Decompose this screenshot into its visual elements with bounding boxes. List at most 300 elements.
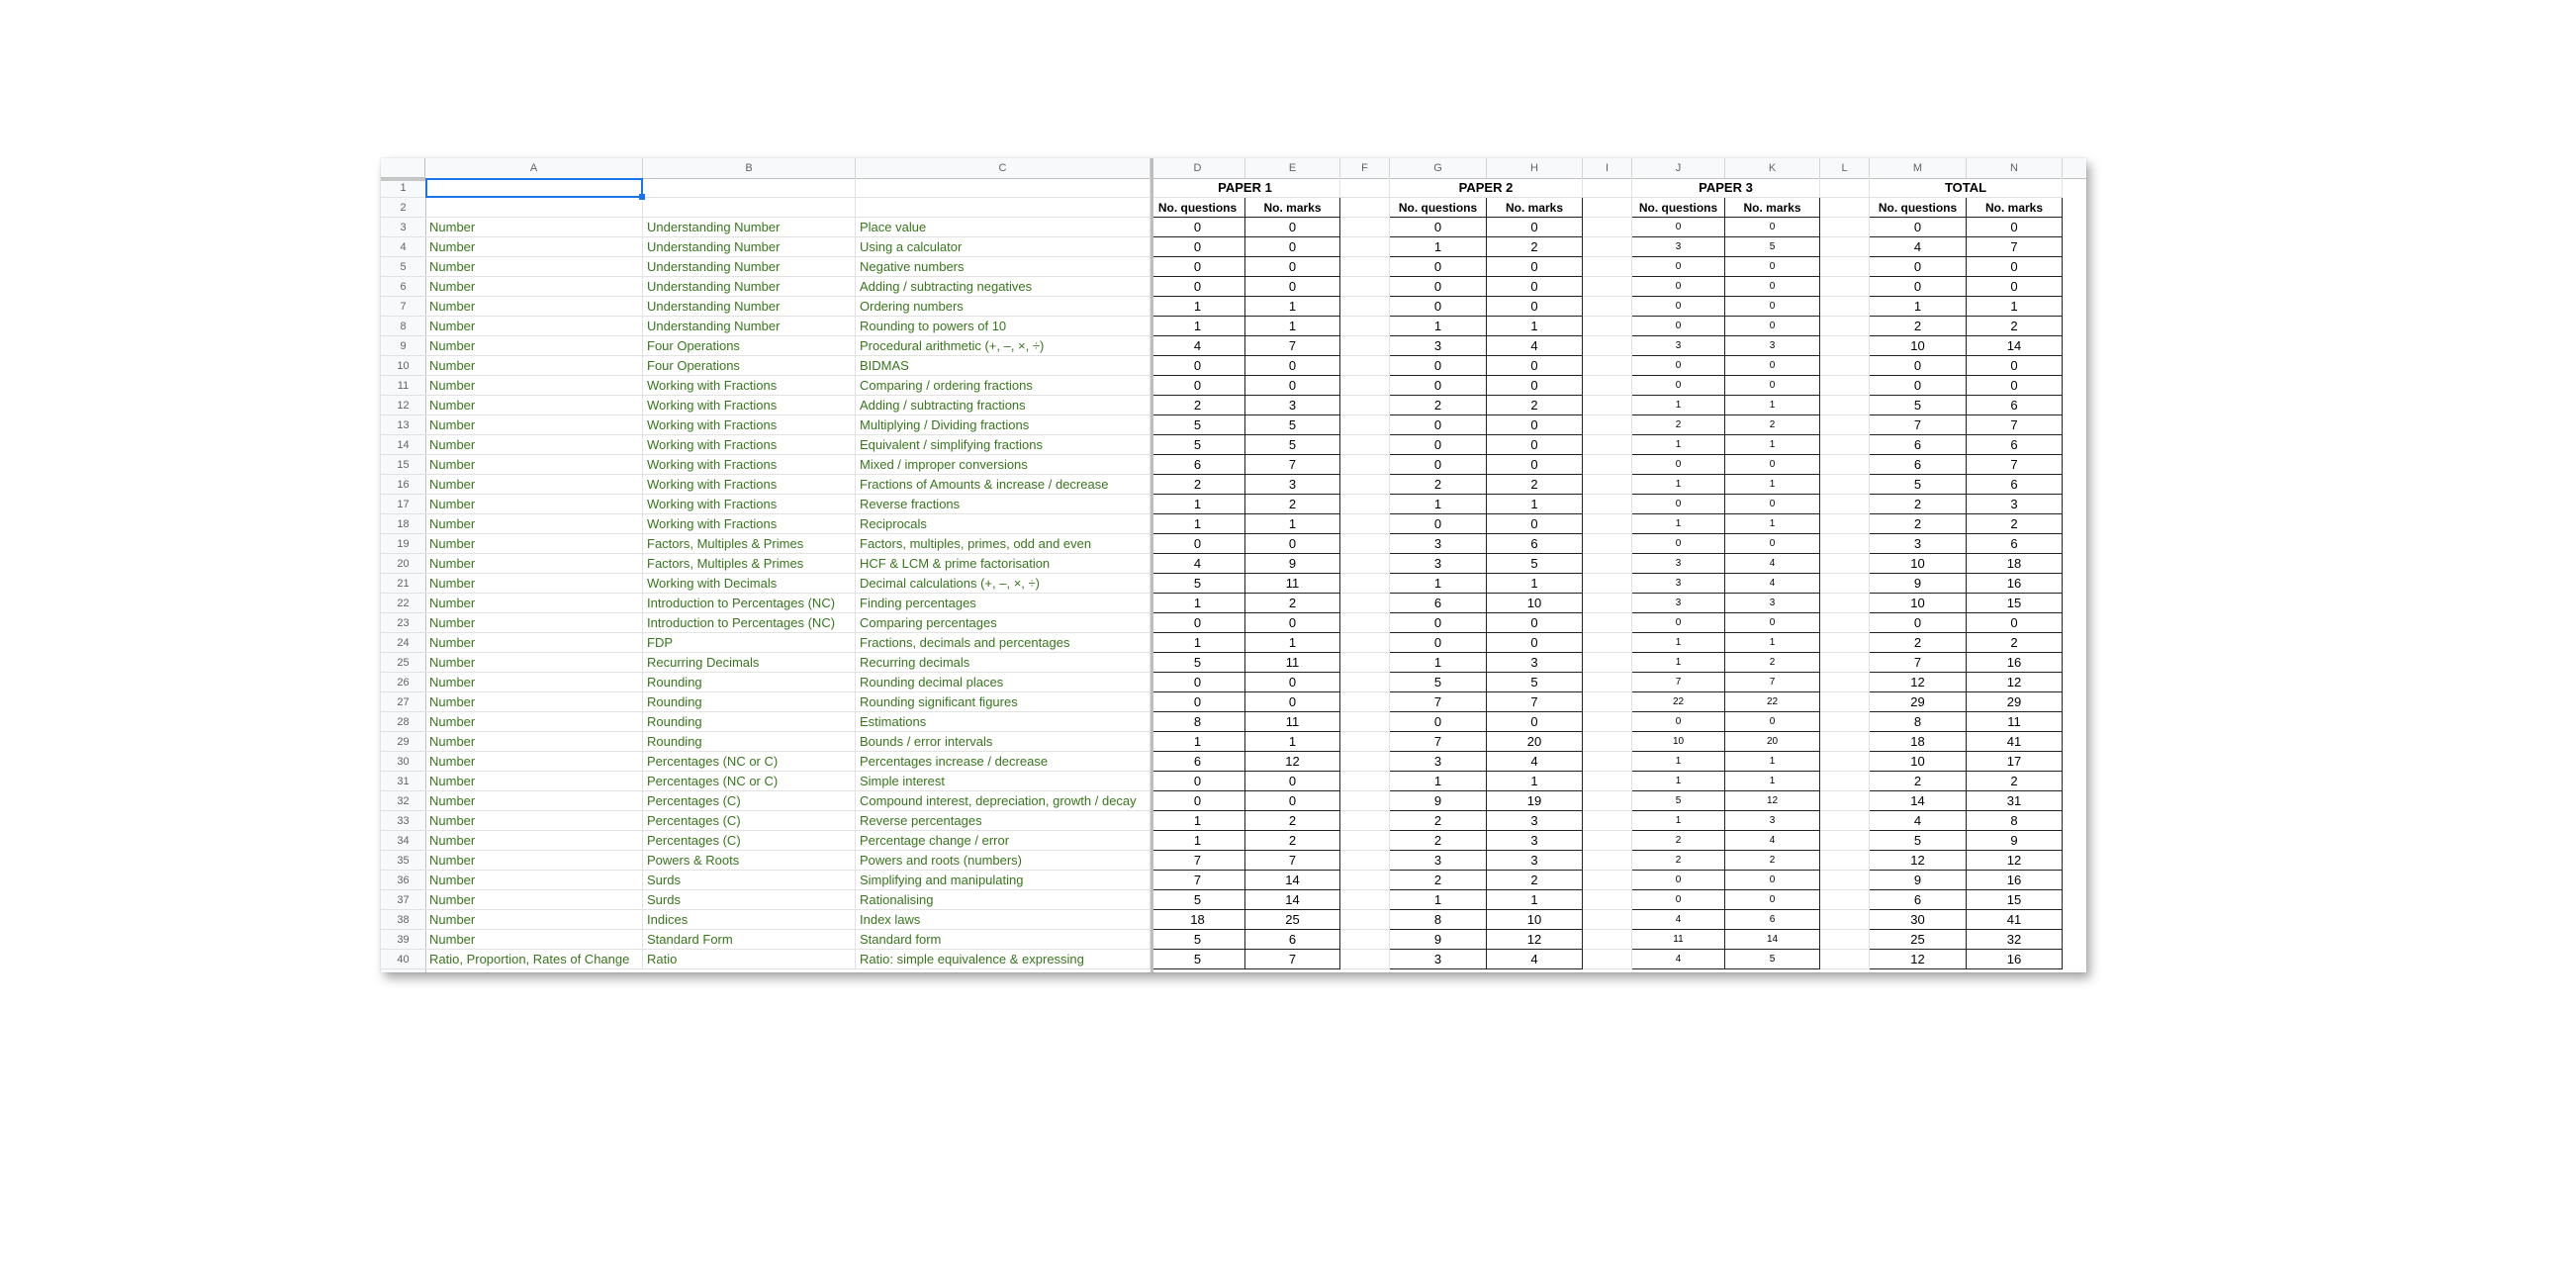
paper1-marks-cell[interactable]: 25 — [1245, 910, 1340, 930]
strand-cell[interactable]: Number — [425, 851, 643, 871]
total-questions-cell[interactable]: 25 — [1870, 930, 1967, 950]
strand-cell[interactable]: Number — [425, 277, 643, 297]
paper1-questions-cell[interactable]: 8 — [1150, 712, 1245, 732]
paper3-marks-cell[interactable]: 7 — [1725, 673, 1820, 692]
cell[interactable] — [1340, 376, 1390, 396]
paper2-marks-cell[interactable]: 0 — [1487, 455, 1583, 475]
paper3-marks-cell[interactable]: 3 — [1725, 811, 1820, 831]
paper1-questions-cell[interactable]: 5 — [1150, 653, 1245, 673]
no-marks-header[interactable]: No. marks — [1967, 198, 2063, 218]
subtopic-cell[interactable]: Simple interest — [856, 772, 1150, 791]
column-header-b[interactable]: B — [643, 158, 856, 178]
strand-cell[interactable]: Number — [425, 811, 643, 831]
topic-cell[interactable]: Percentages (C) — [643, 791, 856, 811]
paper2-marks-cell[interactable]: 6 — [1487, 534, 1583, 554]
no-questions-header[interactable]: No. questions — [1390, 198, 1487, 218]
cell[interactable] — [1583, 237, 1632, 257]
paper3-marks-cell[interactable]: 0 — [1725, 613, 1820, 633]
paper1-questions-cell[interactable]: 1 — [1150, 633, 1245, 653]
paper2-questions-cell[interactable]: 3 — [1390, 950, 1487, 969]
paper2-marks-cell[interactable]: 0 — [1487, 356, 1583, 376]
cell[interactable] — [1820, 415, 1870, 435]
total-questions-cell[interactable]: 9 — [1870, 574, 1967, 594]
paper3-marks-cell[interactable]: 0 — [1725, 277, 1820, 297]
paper2-marks-cell[interactable]: 3 — [1487, 653, 1583, 673]
topic-cell[interactable]: Surds — [643, 890, 856, 910]
cell[interactable] — [1583, 336, 1632, 356]
subtopic-cell[interactable]: HCF & LCM & prime factorisation — [856, 554, 1150, 574]
paper2-questions-cell[interactable]: 0 — [1390, 277, 1487, 297]
row-header[interactable]: 38 — [381, 910, 425, 930]
strand-cell[interactable]: Number — [425, 712, 643, 732]
paper1-marks-cell[interactable]: 11 — [1245, 574, 1340, 594]
total-questions-cell[interactable]: 0 — [1870, 613, 1967, 633]
paper3-questions-cell[interactable]: 0 — [1632, 376, 1725, 396]
strand-cell[interactable]: Number — [425, 356, 643, 376]
paper3-marks-cell[interactable]: 1 — [1725, 514, 1820, 534]
strand-cell[interactable]: Number — [425, 613, 643, 633]
cell[interactable] — [1820, 455, 1870, 475]
paper2-questions-cell[interactable]: 2 — [1390, 811, 1487, 831]
row-header[interactable]: 6 — [381, 277, 425, 297]
strand-cell[interactable]: Number — [425, 772, 643, 791]
paper1-marks-cell[interactable]: 2 — [1245, 831, 1340, 851]
cell[interactable] — [1820, 871, 1870, 890]
total-questions-cell[interactable]: 14 — [1870, 791, 1967, 811]
cell[interactable] — [1820, 910, 1870, 930]
paper1-questions-cell[interactable]: 6 — [1150, 752, 1245, 772]
cell[interactable] — [1820, 356, 1870, 376]
paper2-marks-cell[interactable]: 0 — [1487, 257, 1583, 277]
paper1-questions-cell[interactable]: 5 — [1150, 574, 1245, 594]
total-marks-cell[interactable]: 17 — [1967, 752, 2063, 772]
cell[interactable] — [1820, 495, 1870, 514]
paper3-marks-cell[interactable]: 3 — [1725, 594, 1820, 613]
cell[interactable] — [1820, 653, 1870, 673]
row-header[interactable]: 16 — [381, 475, 425, 495]
column-header-h[interactable]: H — [1487, 158, 1583, 178]
cell[interactable] — [1340, 653, 1390, 673]
paper1-marks-cell[interactable]: 1 — [1245, 633, 1340, 653]
paper1-questions-cell[interactable]: 2 — [1150, 396, 1245, 415]
paper2-marks-cell[interactable]: 5 — [1487, 554, 1583, 574]
strand-cell[interactable]: Ratio, Proportion, Rates of Change — [425, 950, 643, 969]
total-questions-cell[interactable]: 12 — [1870, 950, 1967, 969]
paper3-questions-cell[interactable]: 1 — [1632, 396, 1725, 415]
total-marks-cell[interactable]: 2 — [1967, 514, 2063, 534]
topic-cell[interactable]: Four Operations — [643, 356, 856, 376]
subtopic-cell[interactable]: Percentages increase / decrease — [856, 752, 1150, 772]
column-header-m[interactable]: M — [1870, 158, 1967, 178]
cell[interactable] — [1583, 673, 1632, 692]
no-questions-header[interactable]: No. questions — [1870, 198, 1967, 218]
cell[interactable] — [1340, 554, 1390, 574]
paper1-questions-cell[interactable]: 0 — [1150, 257, 1245, 277]
subtopic-cell[interactable]: Reverse percentages — [856, 811, 1150, 831]
paper3-marks-cell[interactable]: 20 — [1725, 732, 1820, 752]
paper1-marks-cell[interactable]: 2 — [1245, 811, 1340, 831]
cell[interactable] — [1340, 336, 1390, 356]
row-header[interactable]: 24 — [381, 633, 425, 653]
topic-cell[interactable]: Understanding Number — [643, 297, 856, 317]
paper3-questions-cell[interactable]: 1 — [1632, 514, 1725, 534]
cell[interactable] — [643, 198, 856, 218]
cell[interactable] — [1820, 633, 1870, 653]
paper1-marks-cell[interactable]: 5 — [1245, 415, 1340, 435]
paper2-marks-cell[interactable]: 0 — [1487, 514, 1583, 534]
cell[interactable] — [1583, 851, 1632, 871]
paper2-marks-cell[interactable]: 4 — [1487, 336, 1583, 356]
strand-cell[interactable]: Number — [425, 930, 643, 950]
paper1-marks-cell[interactable]: 12 — [1245, 752, 1340, 772]
subtopic-cell[interactable]: Adding / subtracting negatives — [856, 277, 1150, 297]
topic-cell[interactable]: Working with Fractions — [643, 455, 856, 475]
cell[interactable] — [1340, 732, 1390, 752]
paper2-questions-cell[interactable]: 0 — [1390, 455, 1487, 475]
cell[interactable] — [1583, 178, 1632, 198]
paper1-marks-cell[interactable]: 11 — [1245, 712, 1340, 732]
strand-cell[interactable]: Number — [425, 554, 643, 574]
paper3-questions-cell[interactable]: 0 — [1632, 218, 1725, 237]
paper2-questions-cell[interactable]: 1 — [1390, 890, 1487, 910]
topic-cell[interactable]: Surds — [643, 871, 856, 890]
paper3-marks-cell[interactable]: 2 — [1725, 415, 1820, 435]
paper1-marks-cell[interactable]: 0 — [1245, 237, 1340, 257]
paper2-marks-cell[interactable]: 19 — [1487, 791, 1583, 811]
cell[interactable] — [1820, 851, 1870, 871]
topic-cell[interactable]: Working with Fractions — [643, 475, 856, 495]
cell[interactable] — [1340, 514, 1390, 534]
paper3-questions-cell[interactable]: 0 — [1632, 495, 1725, 514]
paper2-marks-cell[interactable]: 2 — [1487, 871, 1583, 890]
cell[interactable] — [1340, 455, 1390, 475]
cell[interactable] — [1820, 811, 1870, 831]
cell[interactable] — [1340, 415, 1390, 435]
paper1-questions-cell[interactable]: 0 — [1150, 772, 1245, 791]
cell[interactable] — [643, 178, 856, 198]
strand-cell[interactable]: Number — [425, 732, 643, 752]
paper1-marks-cell[interactable]: 0 — [1245, 257, 1340, 277]
subtopic-cell[interactable]: Factors, multiples, primes, odd and even — [856, 534, 1150, 554]
paper2-questions-cell[interactable]: 0 — [1390, 633, 1487, 653]
paper1-marks-cell[interactable]: 1 — [1245, 317, 1340, 336]
column-header-c[interactable]: C — [856, 158, 1150, 178]
cell[interactable] — [1583, 356, 1632, 376]
subtopic-cell[interactable]: Rounding to powers of 10 — [856, 317, 1150, 336]
total-questions-cell[interactable]: 7 — [1870, 653, 1967, 673]
total-marks-cell[interactable]: 12 — [1967, 673, 2063, 692]
column-header-e[interactable]: E — [1245, 158, 1340, 178]
paper3-questions-cell[interactable]: 1 — [1632, 653, 1725, 673]
total-questions-cell[interactable]: 2 — [1870, 514, 1967, 534]
paper1-questions-cell[interactable]: 1 — [1150, 495, 1245, 514]
cell[interactable] — [1583, 554, 1632, 574]
paper1-questions-cell[interactable]: 1 — [1150, 297, 1245, 317]
paper2-questions-cell[interactable]: 1 — [1390, 317, 1487, 336]
paper1-marks-cell[interactable]: 6 — [1245, 930, 1340, 950]
strand-cell[interactable]: Number — [425, 218, 643, 237]
paper2-questions-cell[interactable]: 1 — [1390, 772, 1487, 791]
strand-cell[interactable]: Number — [425, 673, 643, 692]
total-marks-cell[interactable]: 6 — [1967, 435, 2063, 455]
strand-cell[interactable]: Number — [425, 871, 643, 890]
paper1-questions-cell[interactable]: 18 — [1150, 910, 1245, 930]
topic-cell[interactable]: Four Operations — [643, 336, 856, 356]
paper2-marks-cell[interactable]: 3 — [1487, 811, 1583, 831]
row-header[interactable]: 28 — [381, 712, 425, 732]
cell[interactable] — [1583, 534, 1632, 554]
total-questions-cell[interactable]: 6 — [1870, 890, 1967, 910]
paper1-marks-cell[interactable]: 1 — [1245, 732, 1340, 752]
topic-cell[interactable]: Standard Form — [643, 930, 856, 950]
paper2-questions-cell[interactable]: 1 — [1390, 653, 1487, 673]
paper3-marks-cell[interactable]: 0 — [1725, 495, 1820, 514]
paper3-questions-cell[interactable]: 0 — [1632, 871, 1725, 890]
cell[interactable] — [1820, 890, 1870, 910]
paper3-marks-cell[interactable]: 1 — [1725, 435, 1820, 455]
total-marks-cell[interactable]: 15 — [1967, 890, 2063, 910]
cell[interactable] — [1583, 376, 1632, 396]
cell[interactable] — [1583, 712, 1632, 732]
total-marks-cell[interactable]: 3 — [1967, 495, 2063, 514]
row-header[interactable]: 7 — [381, 297, 425, 317]
total-questions-cell[interactable]: 0 — [1870, 218, 1967, 237]
paper1-questions-cell[interactable]: 4 — [1150, 336, 1245, 356]
cell[interactable] — [1820, 396, 1870, 415]
paper2-marks-cell[interactable]: 0 — [1487, 613, 1583, 633]
row-header[interactable]: 36 — [381, 871, 425, 890]
cell[interactable] — [1340, 712, 1390, 732]
total-questions-cell[interactable]: 12 — [1870, 851, 1967, 871]
topic-cell[interactable]: Percentages (NC or C) — [643, 772, 856, 791]
total-marks-cell[interactable]: 1 — [1967, 297, 2063, 317]
paper3-questions-cell[interactable]: 1 — [1632, 811, 1725, 831]
total-questions-cell[interactable]: 0 — [1870, 356, 1967, 376]
paper2-questions-cell[interactable]: 0 — [1390, 514, 1487, 534]
total-marks-cell[interactable]: 0 — [1967, 218, 2063, 237]
paper2-marks-cell[interactable]: 10 — [1487, 594, 1583, 613]
strand-cell[interactable]: Number — [425, 692, 643, 712]
subtopic-cell[interactable]: Reverse fractions — [856, 495, 1150, 514]
paper2-questions-cell[interactable]: 3 — [1390, 336, 1487, 356]
cell[interactable] — [1340, 930, 1390, 950]
cell[interactable] — [1340, 277, 1390, 297]
paper2-marks-cell[interactable]: 2 — [1487, 396, 1583, 415]
total-questions-cell[interactable]: 29 — [1870, 692, 1967, 712]
paper1-questions-cell[interactable]: 4 — [1150, 554, 1245, 574]
subtopic-cell[interactable]: Multiplying / Dividing fractions — [856, 415, 1150, 435]
subtopic-cell[interactable]: Estimations — [856, 712, 1150, 732]
paper1-marks-cell[interactable]: 0 — [1245, 534, 1340, 554]
paper1-marks-cell[interactable]: 0 — [1245, 692, 1340, 712]
cell[interactable] — [1583, 198, 1632, 218]
paper1-marks-cell[interactable]: 0 — [1245, 791, 1340, 811]
cell[interactable] — [1583, 455, 1632, 475]
row-header[interactable]: 9 — [381, 336, 425, 356]
total-questions-cell[interactable]: 2 — [1870, 772, 1967, 791]
total-questions-cell[interactable]: 5 — [1870, 831, 1967, 851]
total-heading[interactable]: TOTAL — [1870, 178, 2063, 198]
total-questions-cell[interactable]: 8 — [1870, 712, 1967, 732]
paper1-marks-cell[interactable]: 14 — [1245, 871, 1340, 890]
strand-cell[interactable]: Number — [425, 594, 643, 613]
row-header[interactable]: 33 — [381, 811, 425, 831]
subtopic-cell[interactable]: Bounds / error intervals — [856, 732, 1150, 752]
total-marks-cell[interactable]: 0 — [1967, 356, 2063, 376]
strand-cell[interactable]: Number — [425, 237, 643, 257]
row-header[interactable]: 10 — [381, 356, 425, 376]
topic-cell[interactable]: Recurring Decimals — [643, 653, 856, 673]
total-marks-cell[interactable]: 0 — [1967, 277, 2063, 297]
paper2-questions-cell[interactable]: 0 — [1390, 435, 1487, 455]
paper3-marks-cell[interactable]: 1 — [1725, 633, 1820, 653]
row-header[interactable]: 11 — [381, 376, 425, 396]
row-header[interactable]: 3 — [381, 218, 425, 237]
paper3-questions-cell[interactable]: 10 — [1632, 732, 1725, 752]
paper3-marks-cell[interactable]: 0 — [1725, 257, 1820, 277]
paper2-marks-cell[interactable]: 1 — [1487, 574, 1583, 594]
topic-cell[interactable]: Understanding Number — [643, 257, 856, 277]
topic-cell[interactable]: Understanding Number — [643, 237, 856, 257]
total-questions-cell[interactable]: 1 — [1870, 297, 1967, 317]
paper3-marks-cell[interactable]: 0 — [1725, 534, 1820, 554]
subtopic-cell[interactable]: Reciprocals — [856, 514, 1150, 534]
cell[interactable] — [1340, 890, 1390, 910]
cell[interactable] — [1340, 356, 1390, 376]
frozen-column-divider[interactable] — [1150, 158, 1153, 972]
paper1-marks-cell[interactable]: 7 — [1245, 336, 1340, 356]
paper3-questions-cell[interactable]: 4 — [1632, 910, 1725, 930]
paper2-marks-cell[interactable]: 0 — [1487, 712, 1583, 732]
paper1-marks-cell[interactable]: 0 — [1245, 376, 1340, 396]
paper3-marks-cell[interactable]: 22 — [1725, 692, 1820, 712]
subtopic-cell[interactable]: Comparing / ordering fractions — [856, 376, 1150, 396]
paper1-marks-cell[interactable]: 7 — [1245, 455, 1340, 475]
cell[interactable] — [1340, 910, 1390, 930]
paper3-questions-cell[interactable]: 1 — [1632, 752, 1725, 772]
total-questions-cell[interactable]: 4 — [1870, 237, 1967, 257]
total-marks-cell[interactable]: 16 — [1967, 871, 2063, 890]
cell[interactable] — [425, 198, 643, 218]
row-header[interactable]: 14 — [381, 435, 425, 455]
row-header[interactable]: 13 — [381, 415, 425, 435]
cell[interactable] — [1583, 871, 1632, 890]
cell[interactable] — [1820, 752, 1870, 772]
paper1-questions-cell[interactable]: 0 — [1150, 613, 1245, 633]
total-questions-cell[interactable]: 2 — [1870, 317, 1967, 336]
column-header-n[interactable]: N — [1967, 158, 2063, 178]
row-header[interactable]: 26 — [381, 673, 425, 692]
paper3-marks-cell[interactable]: 14 — [1725, 930, 1820, 950]
cell[interactable] — [1820, 514, 1870, 534]
strand-cell[interactable]: Number — [425, 415, 643, 435]
no-questions-header[interactable]: No. questions — [1632, 198, 1725, 218]
paper3-questions-cell[interactable]: 4 — [1632, 950, 1725, 969]
cell[interactable] — [1340, 297, 1390, 317]
select-all-corner[interactable] — [381, 158, 425, 178]
strand-cell[interactable]: Number — [425, 514, 643, 534]
row-header[interactable]: 8 — [381, 317, 425, 336]
cell[interactable] — [1583, 415, 1632, 435]
row-header[interactable]: 12 — [381, 396, 425, 415]
total-questions-cell[interactable]: 10 — [1870, 336, 1967, 356]
strand-cell[interactable]: Number — [425, 633, 643, 653]
cell[interactable] — [1340, 811, 1390, 831]
paper1-questions-cell[interactable]: 0 — [1150, 237, 1245, 257]
topic-cell[interactable]: Rounding — [643, 712, 856, 732]
paper2-questions-cell[interactable]: 0 — [1390, 712, 1487, 732]
paper2-marks-cell[interactable]: 0 — [1487, 218, 1583, 237]
cell-grid[interactable] — [425, 178, 2086, 972]
cell[interactable] — [1820, 554, 1870, 574]
total-questions-cell[interactable]: 6 — [1870, 455, 1967, 475]
total-questions-cell[interactable]: 5 — [1870, 396, 1967, 415]
paper3-questions-cell[interactable]: 3 — [1632, 574, 1725, 594]
topic-cell[interactable]: Percentages (C) — [643, 831, 856, 851]
paper2-marks-cell[interactable]: 20 — [1487, 732, 1583, 752]
cell[interactable] — [1583, 317, 1632, 336]
total-marks-cell[interactable]: 16 — [1967, 950, 2063, 969]
subtopic-cell[interactable]: Procedural arithmetic (+, –, ×, ÷) — [856, 336, 1150, 356]
cell[interactable] — [1340, 198, 1390, 218]
total-marks-cell[interactable]: 8 — [1967, 811, 2063, 831]
row-header[interactable]: 21 — [381, 574, 425, 594]
paper3-marks-cell[interactable]: 0 — [1725, 376, 1820, 396]
subtopic-cell[interactable]: Comparing percentages — [856, 613, 1150, 633]
cell[interactable] — [1340, 772, 1390, 791]
paper1-questions-cell[interactable]: 5 — [1150, 890, 1245, 910]
paper1-marks-cell[interactable]: 0 — [1245, 613, 1340, 633]
row-header[interactable]: 40 — [381, 950, 425, 969]
total-marks-cell[interactable]: 6 — [1967, 475, 2063, 495]
paper2-questions-cell[interactable]: 7 — [1390, 732, 1487, 752]
paper3-heading[interactable]: PAPER 3 — [1632, 178, 1820, 198]
total-marks-cell[interactable]: 6 — [1967, 534, 2063, 554]
paper2-marks-cell[interactable]: 12 — [1487, 930, 1583, 950]
selected-cell-a1[interactable] — [425, 178, 643, 198]
paper2-questions-cell[interactable]: 9 — [1390, 791, 1487, 811]
total-questions-cell[interactable]: 10 — [1870, 594, 1967, 613]
cell[interactable] — [1820, 475, 1870, 495]
total-marks-cell[interactable]: 7 — [1967, 415, 2063, 435]
cell[interactable] — [1340, 178, 1390, 198]
paper1-questions-cell[interactable]: 6 — [1150, 455, 1245, 475]
paper3-marks-cell[interactable]: 12 — [1725, 791, 1820, 811]
total-questions-cell[interactable]: 2 — [1870, 495, 1967, 514]
total-marks-cell[interactable]: 16 — [1967, 574, 2063, 594]
total-marks-cell[interactable]: 16 — [1967, 653, 2063, 673]
paper3-questions-cell[interactable]: 2 — [1632, 831, 1725, 851]
paper2-marks-cell[interactable]: 1 — [1487, 772, 1583, 791]
row-header[interactable]: 27 — [381, 692, 425, 712]
cell[interactable] — [1340, 475, 1390, 495]
column-header-l[interactable]: L — [1820, 158, 1870, 178]
subtopic-cell[interactable]: Index laws — [856, 910, 1150, 930]
total-questions-cell[interactable]: 12 — [1870, 673, 1967, 692]
paper2-marks-cell[interactable]: 0 — [1487, 435, 1583, 455]
paper1-questions-cell[interactable]: 5 — [1150, 435, 1245, 455]
total-marks-cell[interactable]: 41 — [1967, 732, 2063, 752]
column-header-j[interactable]: J — [1632, 158, 1725, 178]
paper3-questions-cell[interactable]: 3 — [1632, 237, 1725, 257]
paper1-marks-cell[interactable]: 9 — [1245, 554, 1340, 574]
column-header-d[interactable]: D — [1150, 158, 1245, 178]
paper2-questions-cell[interactable]: 0 — [1390, 356, 1487, 376]
total-marks-cell[interactable]: 2 — [1967, 317, 2063, 336]
strand-cell[interactable]: Number — [425, 317, 643, 336]
paper2-marks-cell[interactable]: 2 — [1487, 237, 1583, 257]
paper3-questions-cell[interactable]: 2 — [1632, 851, 1725, 871]
